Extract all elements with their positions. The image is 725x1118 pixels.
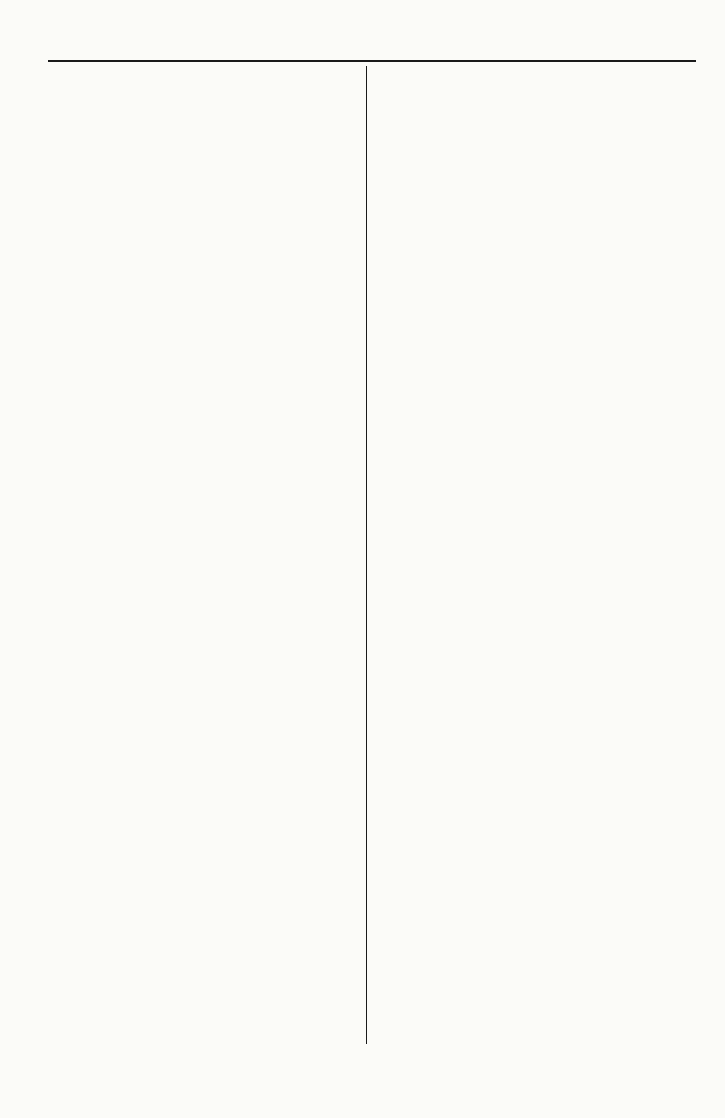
column-divider	[366, 66, 367, 1044]
page-header	[48, 30, 696, 62]
